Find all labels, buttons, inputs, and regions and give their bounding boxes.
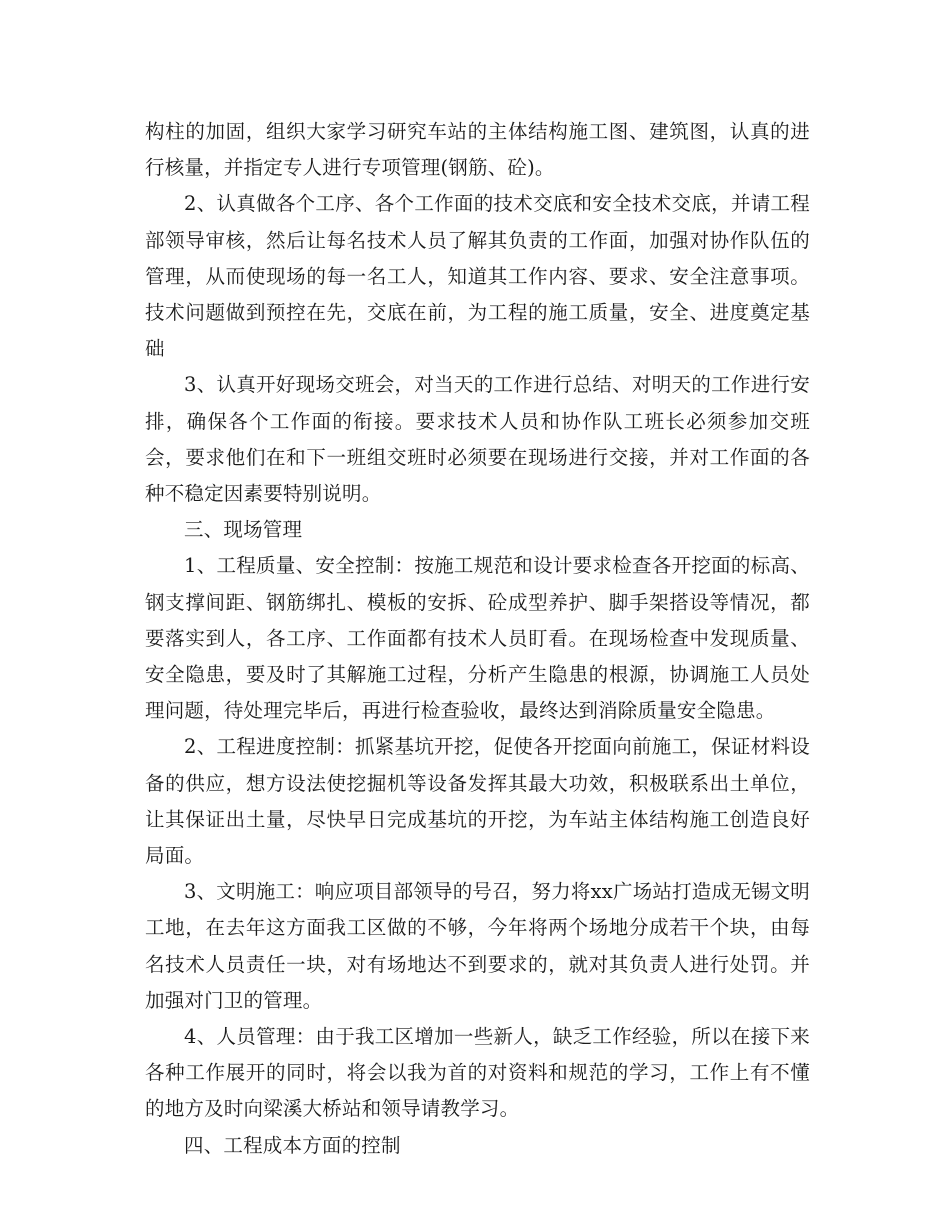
section-heading: 三、现场管理 — [184, 518, 303, 542]
paragraph: 3、认真开好现场交班会，对当天的工作进行总结、对明天的工作进行安排，确保各个工作面的衔接。要求技术人员和协作队工班长必须参加交班会，要求他们在和下一班组交班时必须要在现场进行交接，并对工作面的各种不稳定因素要特别说明。 — [145, 373, 810, 506]
paragraph: 2、工程进度控制：抓紧基坑开挖，促使各开挖面向前施工，保证材料设备的供应，想方设法使挖掘机等设备发挥其最大功效，积极联系出土单位，让其保证出土量，尽快早日完成基坑的开挖，为车站主体结构施工创造良好局面。 — [145, 735, 810, 868]
document-body — [145, 114, 810, 1164]
paragraph: 构柱的加固，组织大家学习研究车站的主体结构施工图、建筑图，认真的进行核量，并指定专人进行专项管理(钢筋、砼)。 — [145, 120, 810, 180]
paragraph: 1、工程质量、安全控制：按施工规范和设计要求检查各开挖面的标高、钢支撑间距、钢筋绑扎、模板的安拆、砼成型养护、脚手架搭设等情况，都要落实到人，各工序、工作面都有技术人员盯看。在现场检查中发现质量、安全隐患，要及时了其解施工过程，分析产生隐患的根源，协调施工人员处理问题，待处理完毕后，再进行检查验收，最终达到消除质量安全隐患。 — [145, 554, 810, 723]
paragraph: 2、认真做各个工序、各个工作面的技术交底和安全技术交底，并请工程部领导审核，然后让每名技术人员了解其负责的工作面，加强对协作队伍的管理，从而使现场的每一名工人，知道其工作内容、要求、安全注意事项。技术问题做到预控在先，交底在前，为工程的施工质量，安全、进度奠定基础 — [145, 192, 810, 361]
paragraph: 4、人员管理：由于我工区增加一些新人，缺乏工作经验，所以在接下来各种工作展开的同时，将会以我为首的对资料和规范的学习，工作上有不懂的地方及时向梁溪大桥站和领导请教学习。 — [145, 1025, 810, 1121]
section-heading: 四、工程成本方面的控制 — [184, 1133, 401, 1157]
paragraph: 3、文明施工：响应项目部领导的号召，努力将xx广场站打造成无锡文明工地，在去年这方面我工区做的不够，今年将两个场地分成若干个块，由每名技术人员责任一块，对有场地达不到要求的，就对其负责人进行处罚。并加强对门卫的管理。 — [145, 880, 811, 1012]
